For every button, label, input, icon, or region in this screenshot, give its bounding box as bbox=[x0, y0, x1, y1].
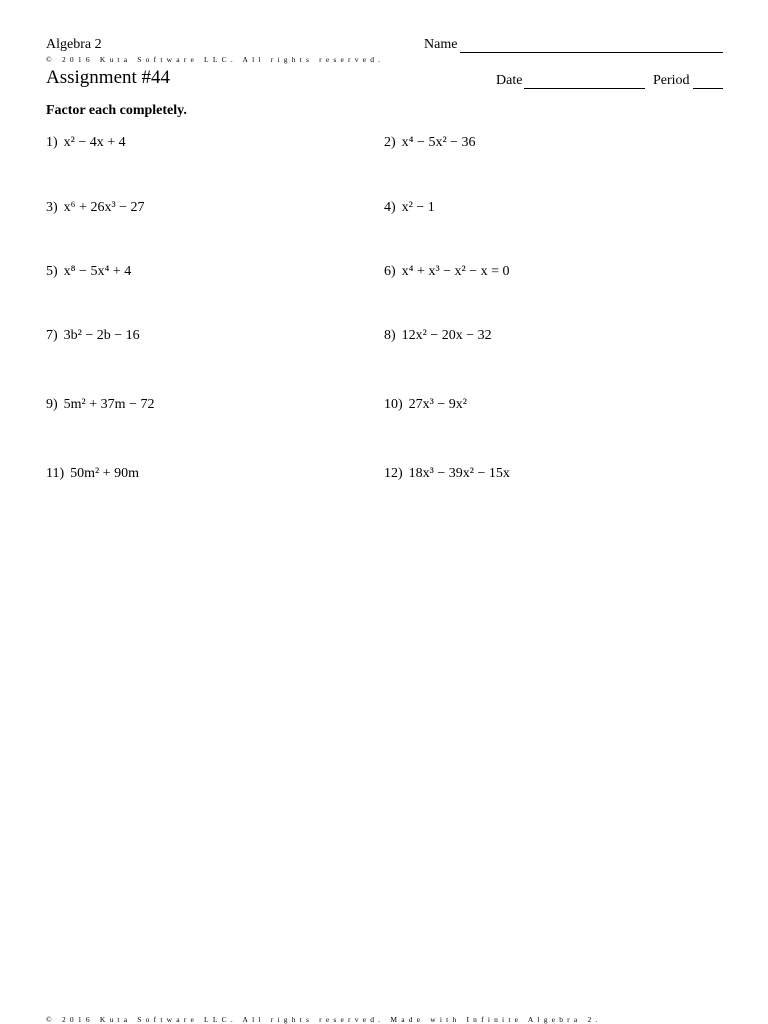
problem-4 bbox=[384, 200, 435, 216]
problem-12 bbox=[384, 466, 510, 482]
problem-expression: 27x³ − 9x² bbox=[408, 397, 467, 412]
problem-expression: 5m² + 37m − 72 bbox=[63, 397, 155, 412]
problem-5 bbox=[46, 264, 131, 280]
problem-9 bbox=[46, 397, 154, 413]
course-name: Algebra 2 bbox=[46, 37, 102, 52]
problem-expression: 18x³ − 39x² − 15x bbox=[408, 466, 510, 481]
problem-number: 10) bbox=[384, 397, 403, 412]
problem-expression: 50m² + 90m bbox=[70, 466, 140, 481]
problem-number: 3) bbox=[46, 200, 58, 215]
problem-expression: x⁴ − 5x² − 36 bbox=[401, 135, 476, 150]
problem-expression: x⁸ − 5x⁴ + 4 bbox=[63, 264, 132, 279]
problem-number: 4) bbox=[384, 200, 396, 215]
problem-7 bbox=[46, 328, 140, 344]
problem-11 bbox=[46, 466, 139, 482]
problem-expression: 12x² − 20x − 32 bbox=[401, 328, 492, 343]
page-title: Assignment #44 bbox=[46, 67, 171, 88]
problem-number: 9) bbox=[46, 397, 58, 412]
problem-number: 7) bbox=[46, 328, 58, 343]
problem-1 bbox=[46, 135, 126, 151]
problem-number: 12) bbox=[384, 466, 403, 481]
problem-number: 8) bbox=[384, 328, 396, 343]
problem-expression: x⁴ + x³ − x² − x = 0 bbox=[401, 264, 510, 279]
problem-number: 11) bbox=[46, 466, 65, 481]
instructions: Factor each completely. bbox=[46, 103, 187, 118]
problem-expression: x² − 4x + 4 bbox=[63, 135, 126, 150]
date-blank-line bbox=[524, 88, 645, 89]
footer-copyright: © 2016 Kuta Software LLC. All rights reserved. Made with Infinite Algebra 2. bbox=[46, 1015, 602, 1024]
problem-expression: x⁶ + 26x³ − 27 bbox=[63, 200, 145, 215]
date-label: Date bbox=[496, 73, 523, 88]
problem-3 bbox=[46, 200, 145, 216]
problem-10 bbox=[384, 397, 467, 413]
problem-number: 1) bbox=[46, 135, 58, 150]
problem-expression: 3b² − 2b − 16 bbox=[63, 328, 140, 343]
period-blank-line bbox=[693, 88, 723, 89]
problem-2 bbox=[384, 135, 476, 151]
problem-6 bbox=[384, 264, 510, 280]
name-blank-line bbox=[460, 52, 723, 53]
problem-number: 5) bbox=[46, 264, 58, 279]
problem-8 bbox=[384, 328, 492, 344]
name-label: Name bbox=[424, 37, 458, 52]
problem-expression: x² − 1 bbox=[401, 200, 435, 215]
copyright-notice: © 2016 Kuta Software LLC. All rights reserved. bbox=[46, 55, 385, 64]
problem-number: 6) bbox=[384, 264, 396, 279]
period-label: Period bbox=[653, 73, 690, 88]
problem-number: 2) bbox=[384, 135, 396, 150]
